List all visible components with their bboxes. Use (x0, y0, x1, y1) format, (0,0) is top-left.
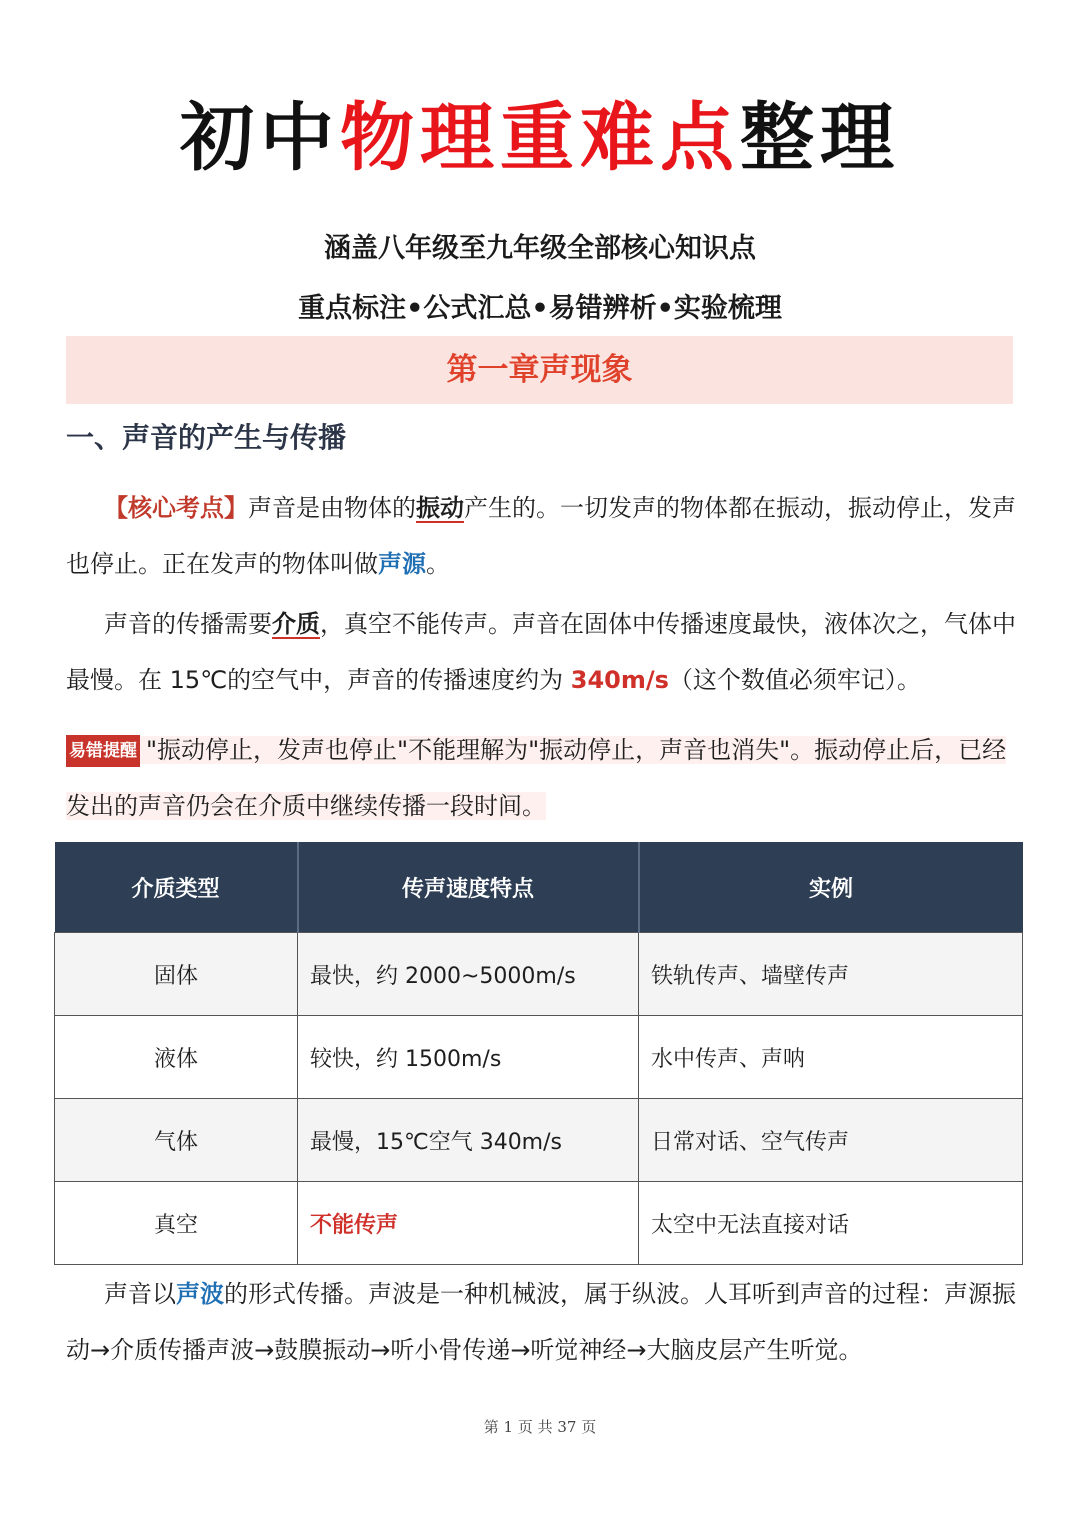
table-header: 传声速度特点 (298, 842, 639, 933)
table-cell: 较快，约 1500m/s (298, 1016, 639, 1099)
paragraph-medium (66, 596, 1016, 708)
subtitle-features: 重点标注•公式汇总•易错辨析•实验梳理 (298, 293, 782, 324)
table-cell: 日常对话、空气传声 (639, 1099, 1023, 1182)
table-cell: 水中传声、声呐 (639, 1016, 1023, 1099)
section-heading: 一、声音的产生与传播 (66, 421, 347, 454)
p1-text-1: 声音是由物体的 (248, 494, 416, 522)
warning-box (66, 722, 1016, 834)
warning-text: "振动停止，发声也停止"不能理解为"振动停止，声音也消失"。振动停止后，已经发出的声音仍会在介质中继续传播一段时间。 (66, 736, 1007, 820)
title-part-1: 初中 (180, 95, 340, 181)
keyword-sound-source: 声源 (378, 550, 426, 578)
table-cell: 铁轨传声、墙壁传声 (639, 933, 1023, 1016)
medium-table (54, 842, 1023, 1265)
table-cell: 固体 (55, 933, 298, 1016)
table-cell: 最快，约 2000~5000m/s (298, 933, 639, 1016)
warning-badge: 易错提醒 (66, 735, 140, 767)
table-cell: 最慢，15℃空气 340m/s (298, 1099, 639, 1182)
p1-text-3: 。 (426, 550, 450, 578)
p3-text-1: 声音以 (104, 1280, 176, 1308)
table-cell: 液体 (55, 1016, 298, 1099)
table-cell: 真空 (55, 1182, 298, 1265)
paragraph-sound-wave (66, 1266, 1016, 1378)
table-cell: 太空中无法直接对话 (639, 1182, 1023, 1265)
table-header: 实例 (639, 842, 1023, 933)
table-header: 介质类型 (55, 842, 298, 933)
title-part-3: 整理 (740, 95, 900, 181)
p2-text-1: 声音的传播需要 (104, 610, 272, 638)
page-title (0, 88, 1080, 188)
table-cell: 气体 (55, 1099, 298, 1182)
core-point-tag: 【核心考点】 (104, 494, 248, 522)
chapter-heading: 第一章声现象 (66, 336, 1013, 404)
table-row (55, 1182, 1023, 1265)
p2-text-2: ，真空不能传声。声音在固体中传播速度最快，液体次之，气体中最慢。在 15℃的空气中，声音的传播速度约为 (66, 610, 1016, 694)
keyword-vibration: 振动 (416, 494, 464, 522)
p1-text-2: 产生的。一切发声的物体都在振动，振动停止，发声也停止。正在发声的物体叫做 (66, 494, 1016, 578)
table-cell-highlight: 不能传声 (298, 1182, 639, 1265)
p2-text-3: （这个数值必须牢记）。 (668, 666, 921, 694)
table-row (55, 1016, 1023, 1099)
title-part-2: 物理重难点 (340, 95, 740, 181)
table-header-row (55, 842, 1023, 933)
table-row (55, 1099, 1023, 1182)
subtitle-scope: 涵盖八年级至九年级全部核心知识点 (324, 233, 756, 264)
keyword-speed: 340m/s (570, 666, 669, 694)
paragraph-core-point (66, 480, 1016, 592)
keyword-medium: 介质 (272, 610, 320, 638)
p3-text-2: 的形式传播。声波是一种机械波，属于纵波。人耳听到声音的过程：声源振动→介质传播声波→鼓膜振动→听小骨传递→听觉神经→大脑皮层产生听觉。 (66, 1280, 1016, 1364)
keyword-sound-wave: 声波 (176, 1280, 224, 1308)
table-row (55, 933, 1023, 1016)
page-number: 第 1 页 共 37 页 (483, 1418, 597, 1436)
